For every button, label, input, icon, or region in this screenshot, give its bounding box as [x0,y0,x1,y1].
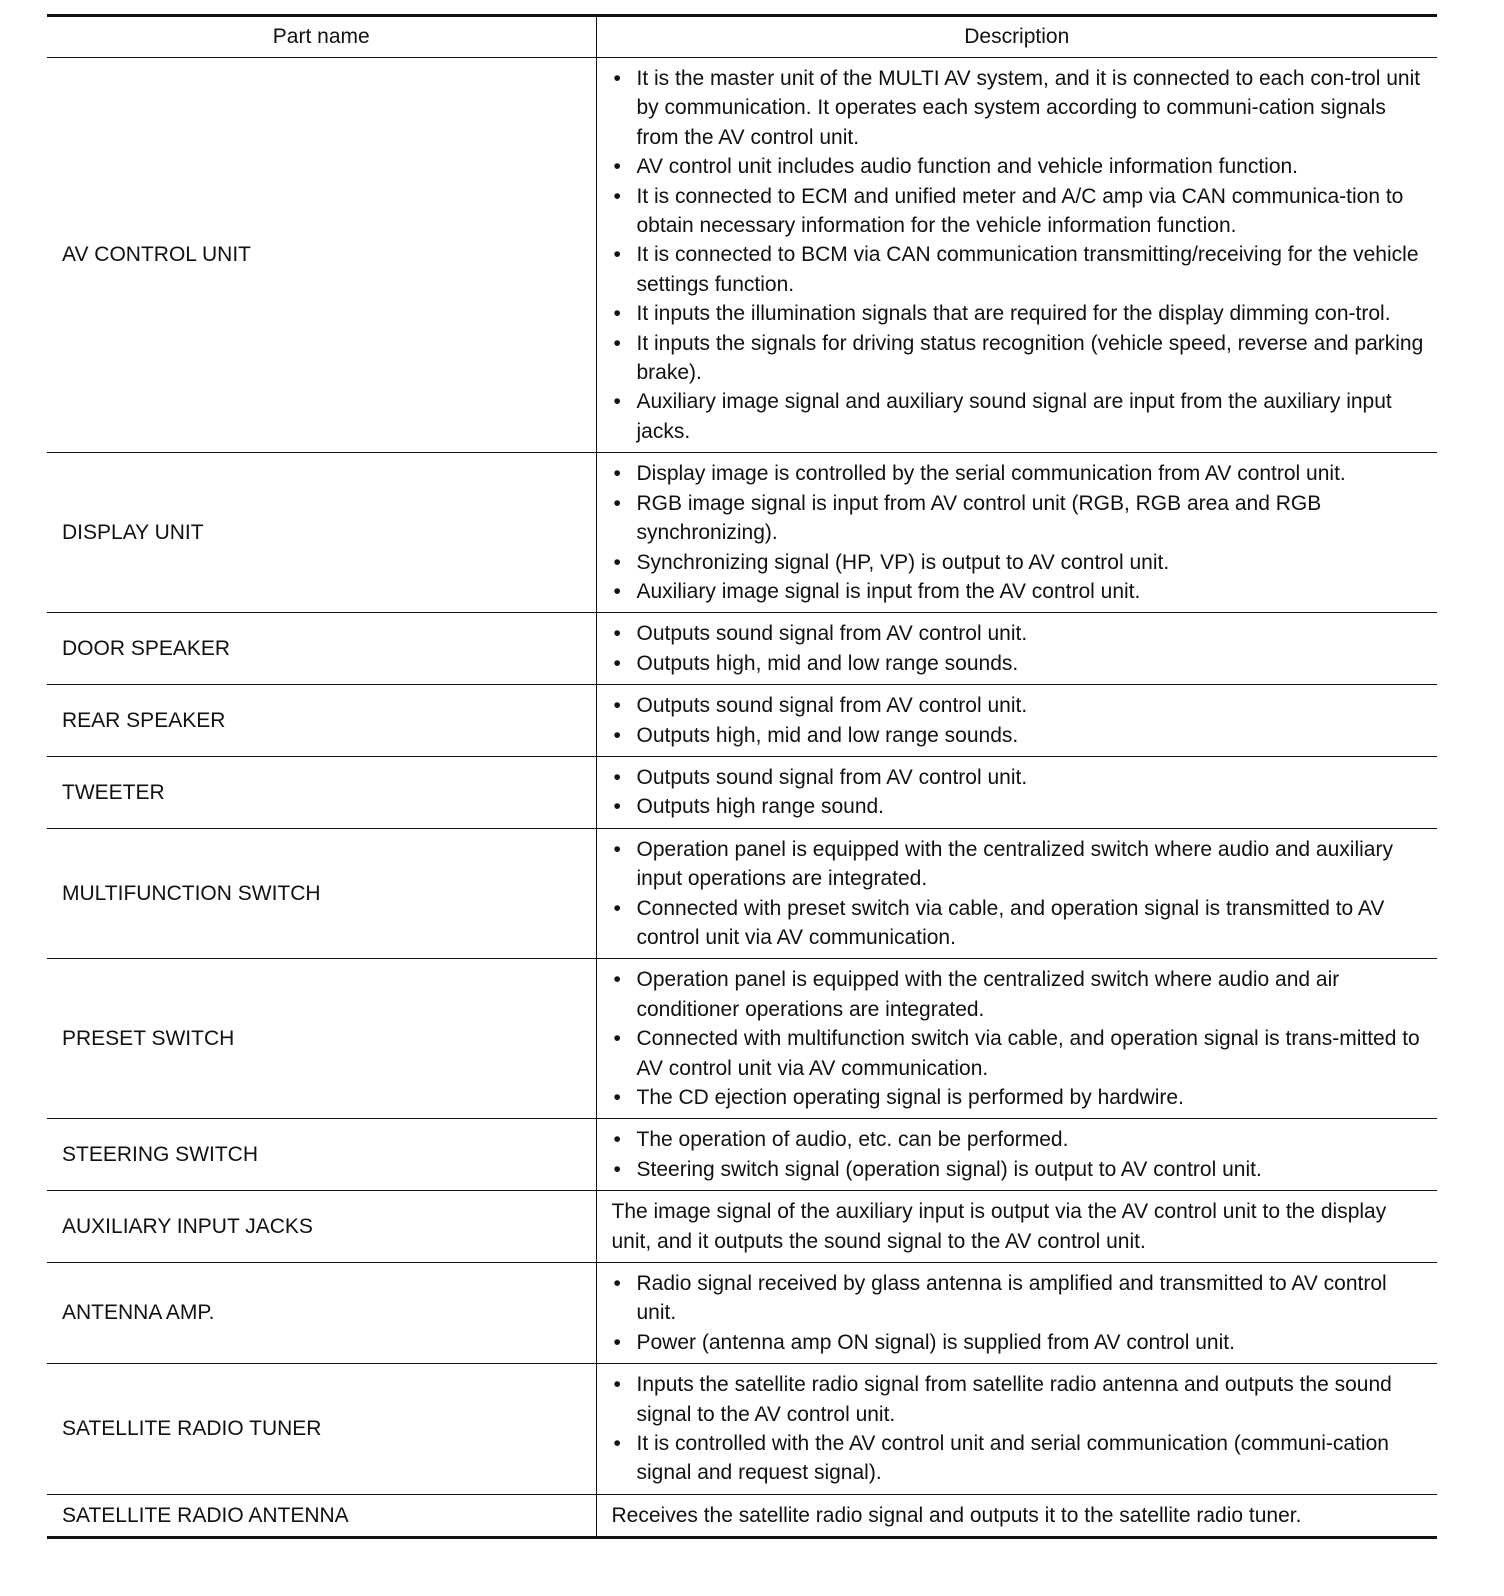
description-cell [596,1263,1437,1364]
part-name-cell: SATELLITE RADIO ANTENNA [47,1494,596,1537]
description-bullet-item: • Outputs high, mid and low range sounds. [612,721,1430,750]
description-bullet-item: • Auxiliary image signal and auxiliary sound signal are input from the auxiliary input jacks. [612,387,1430,446]
description-cell [596,756,1437,828]
description-bullet-item: • Connected with preset switch via cable, and operation signal is transmitted to AV control unit via AV communication. [612,894,1430,953]
description-cell [596,453,1437,613]
table-row [47,959,1437,1119]
description-bullet-list [612,1269,1430,1357]
header-description: Description [596,16,1437,58]
description-bullet-item: • It is the master unit of the MULTI AV system, and it is connected to each con-trol unit by communication. It operates each system according to communi-cation signals from the AV control unit. [612,64,1430,152]
description-bullet-item: • AV control unit includes audio function and vehicle information function. [612,152,1430,181]
description-cell [596,1191,1437,1263]
part-name-cell: AUXILIARY INPUT JACKS [47,1191,596,1263]
description-bullet-item: • The operation of audio, etc. can be performed. [612,1125,1430,1154]
description-bullet-item: • It is controlled with the AV control unit and serial communication (communi-cation signal and request signal). [612,1429,1430,1488]
description-bullet-item: • Outputs sound signal from AV control unit. [612,691,1430,720]
description-bullet-list [612,763,1430,822]
table-row [47,828,1437,959]
part-name-cell: REAR SPEAKER [47,685,596,757]
table-row [47,756,1437,828]
description-bullet-item: • Outputs sound signal from AV control unit. [612,763,1430,792]
part-name-cell: MULTIFUNCTION SWITCH [47,828,596,959]
description-cell [596,1364,1437,1495]
description-cell [596,1119,1437,1191]
part-name-cell: STEERING SWITCH [47,1119,596,1191]
table-row [47,1191,1437,1263]
header-part-name: Part name [47,16,596,58]
description-bullet-item: • The CD ejection operating signal is performed by hardwire. [612,1083,1430,1112]
part-name-cell: SATELLITE RADIO TUNER [47,1364,596,1495]
description-bullet-item: • Operation panel is equipped with the centralized switch where audio and auxiliary input operations are integrated. [612,835,1430,894]
part-name-cell: PRESET SWITCH [47,959,596,1119]
description-bullet-list [612,459,1430,606]
table-row [47,1119,1437,1191]
description-bullet-item: • It is connected to ECM and unified meter and A/C amp via CAN communica-tion to obtain necessary information for the vehicle information function. [612,182,1430,241]
description-bullet-list [612,835,1430,953]
description-bullet-list [612,1125,1430,1184]
description-bullet-list [612,965,1430,1112]
description-cell [596,685,1437,757]
table-row [47,1364,1437,1495]
description-bullet-item: • Display image is controlled by the serial communication from AV control unit. [612,459,1430,488]
parts-description-table [47,14,1437,1539]
description-bullet-item: • Radio signal received by glass antenna is amplified and transmitted to AV control unit. [612,1269,1430,1328]
table-header [47,16,1437,58]
description-bullet-item: • Steering switch signal (operation signal) is output to AV control unit. [612,1155,1430,1184]
description-cell [596,58,1437,453]
description-cell [596,959,1437,1119]
part-name-cell: DOOR SPEAKER [47,613,596,685]
description-bullet-item: • Outputs high range sound. [612,792,1430,821]
description-bullet-item: • It is connected to BCM via CAN communication transmitting/receiving for the vehicle settings function. [612,240,1430,299]
description-cell [596,613,1437,685]
description-bullet-item: • Inputs the satellite radio signal from satellite radio antenna and outputs the sound signal to the AV control unit. [612,1370,1430,1429]
description-bullet-item: • It inputs the illumination signals that are required for the display dimming con-trol. [612,299,1430,328]
part-name-cell: TWEETER [47,756,596,828]
part-name-cell: AV CONTROL UNIT [47,58,596,453]
table-row [47,613,1437,685]
table-row [47,453,1437,613]
header-row [47,16,1437,58]
description-bullet-item: • Outputs sound signal from AV control unit. [612,619,1430,648]
table-row [47,1263,1437,1364]
description-bullet-item: • Power (antenna amp ON signal) is supplied from AV control unit. [612,1328,1430,1357]
description-bullet-item: • Operation panel is equipped with the centralized switch where audio and air conditioner operations are integrated. [612,965,1430,1024]
table-row [47,1494,1437,1537]
description-bullet-list [612,619,1430,678]
table-row [47,685,1437,757]
description-text: The image signal of the auxiliary input is output via the AV control unit to the display unit, and it outputs the sound signal to the AV control unit. [611,1200,1387,1253]
description-bullet-list [612,1370,1430,1488]
description-bullet-item: • Connected with multifunction switch via cable, and operation signal is trans-mitted to AV control unit via AV communication. [612,1024,1430,1083]
part-name-cell: DISPLAY UNIT [47,453,596,613]
description-cell [596,828,1437,959]
description-bullet-list [612,691,1430,750]
description-bullet-item: • Auxiliary image signal is input from the AV control unit. [612,577,1430,606]
description-cell [596,1494,1437,1537]
description-bullet-item: • Synchronizing signal (HP, VP) is output to AV control unit. [612,548,1430,577]
table-row [47,58,1437,453]
description-bullet-item: • Outputs high, mid and low range sounds. [612,649,1430,678]
description-bullet-list [612,64,1430,446]
description-bullet-item: • RGB image signal is input from AV control unit (RGB, RGB area and RGB synchronizing). [612,489,1430,548]
description-bullet-item: • It inputs the signals for driving status recognition (vehicle speed, reverse and parking brake). [612,329,1430,388]
part-name-cell: ANTENNA AMP. [47,1263,596,1364]
description-text: Receives the satellite radio signal and outputs it to the satellite radio tuner. [611,1503,1302,1527]
table-body [47,58,1437,1538]
